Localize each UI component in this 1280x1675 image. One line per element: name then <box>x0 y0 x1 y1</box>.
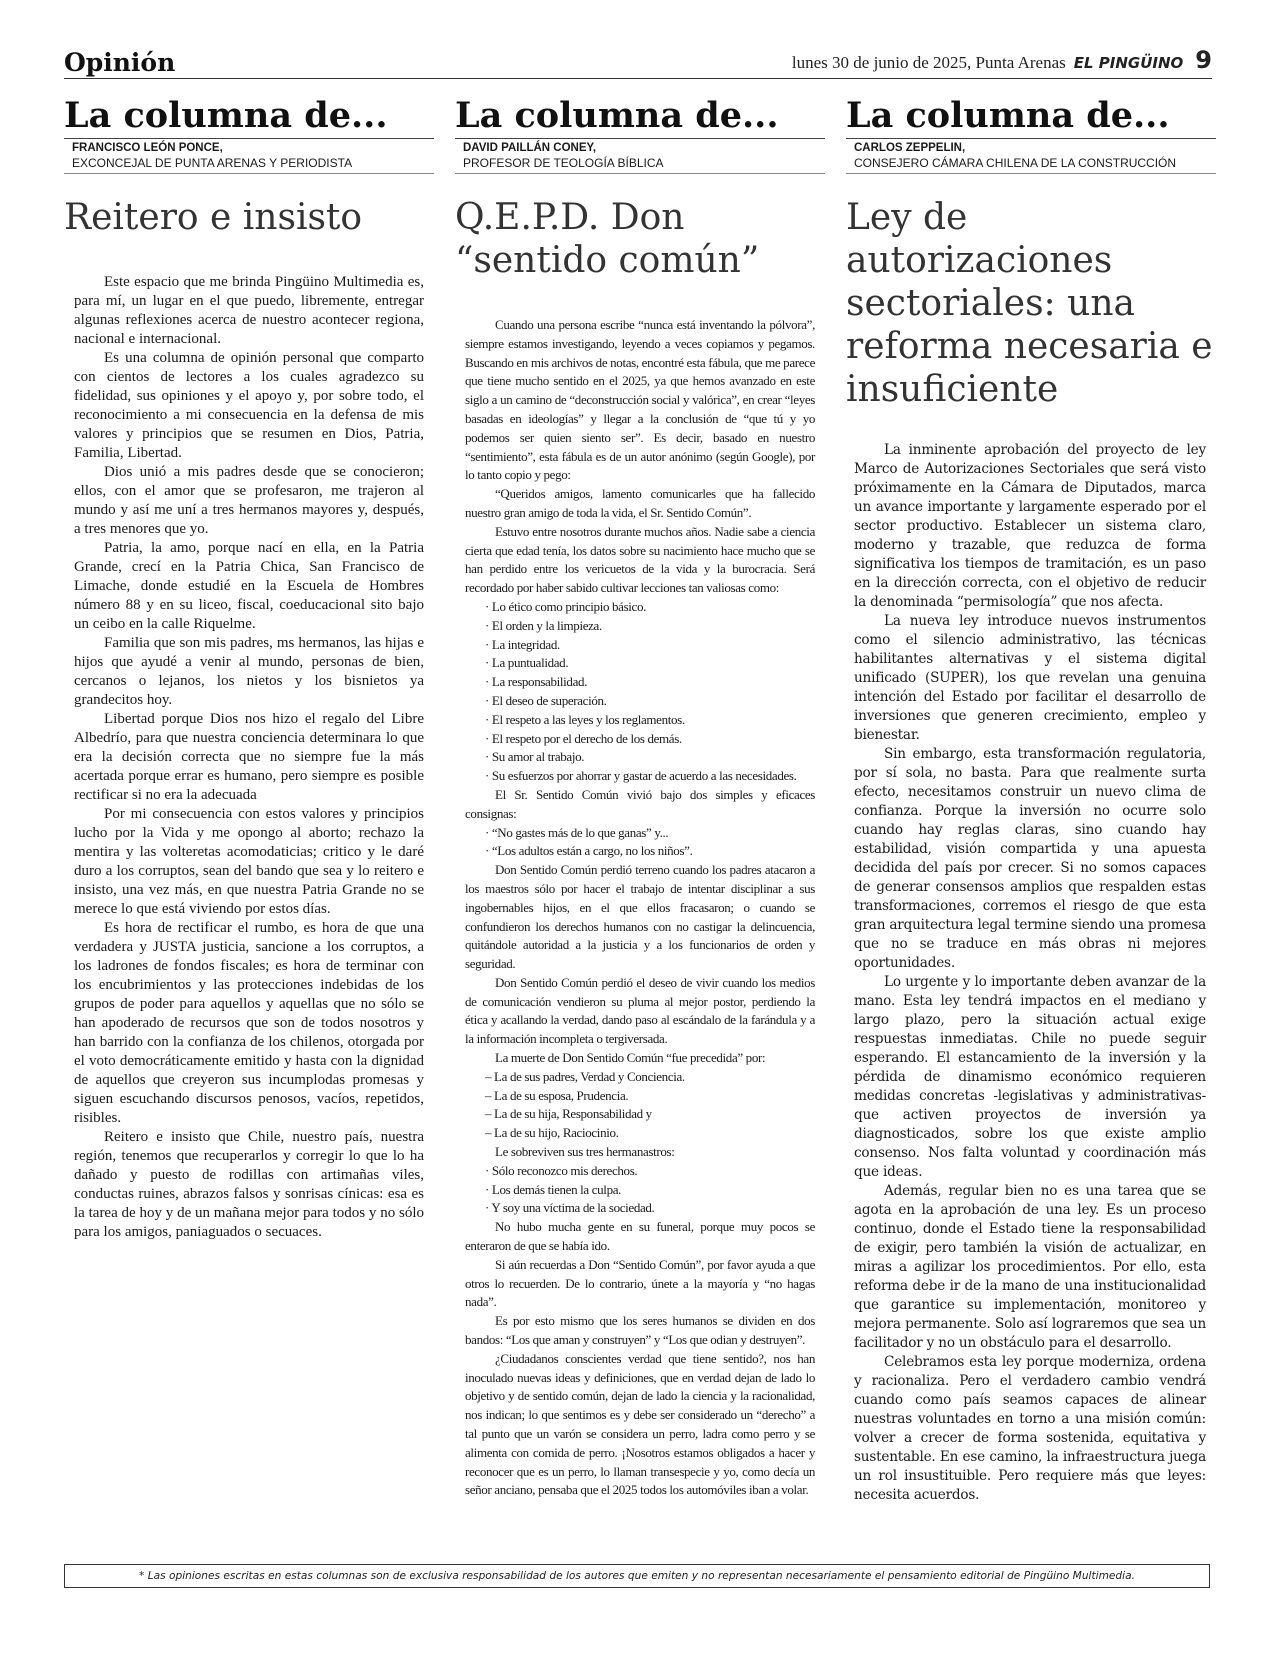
column-kicker: La columna de... <box>455 96 825 139</box>
column-paillan <box>455 96 825 1500</box>
paragraph: Lo urgente y lo importante deben avanzar de la mano. Esta ley tendrá impactos en el mediano y largo plazo, pero la situación actual exige respuestas inmediatas. Chile no puede seguir esperando. El estancamiento de la inversión y la pérdida de dinamismo económico requieren medidas concretas -legislativas y administrativas- que activen proyectos de inversión ya diagnosticados, sobre los que existe amplio consenso. Nos falta voluntad y coordinación más que ideas. <box>854 974 1206 1180</box>
page-header <box>64 44 1212 79</box>
column-kicker: La columna de... <box>64 96 434 139</box>
author-name: DAVID PAILLÁN CONEY, <box>463 142 597 154</box>
column-kicker: La columna de... <box>846 96 1216 139</box>
paragraph: Estuvo entre nosotros durante muchos años. Nadie sabe a ciencia cierta que edad tenía, los datos sobre su nacimiento hace mucho que se han perdido entre los vericuetos de la vida y la burocracia. Será recordado por haber sabido cultivar lecciones tan valiosas como: <box>465 523 815 596</box>
column-leon <box>64 96 434 1242</box>
paragraph: El Sr. Sentido Común vivió bajo dos simples y eficaces consignas: <box>465 786 815 821</box>
paragraph: · El respeto a las leyes y los reglamentos. <box>485 711 685 727</box>
author-name: CARLOS ZEPPELIN, <box>854 142 966 154</box>
paragraph: Patria, la amo, porque nací en ella, en la Patria Grande, crecí en la Patria Chica, San Francisco de Limache, donde estudié en la Escuela de Hombres número 88 y en su liceo, fiscal, coeducacional sito bajo un ceibo en la calle Riquelme. <box>74 540 424 632</box>
paragraph: Don Sentido Común perdió el deseo de vivir cuando los medios de comunicación vendieron su pluma al mejor postor, perdiendo la ética y acallando la verdad, dando paso al escándalo de la farándula y a la información incompleta o tergiversada. <box>465 974 815 1047</box>
paragraph: · Y soy una víctima de la sociedad. <box>485 1200 655 1216</box>
paragraph: · Lo ético como principio básico. <box>485 598 647 614</box>
paragraph: La inminente aprobación del proyecto de ley Marco de Autorizaciones Sectoriales que será visto próximamente en la Cámara de Diputados, marca un avance importante y largamente esperado por el sector productivo. Establecer un sistema claro, moderno y trazable, que reduzca de forma significativa los tiempos de tramitación, es un paso en la dirección correcta, con el objetivo de reducir la denominada “permisología” que nos afecta. <box>854 442 1206 610</box>
author-name: FRANCISCO LEÓN PONCE, <box>72 142 223 154</box>
paragraph: Además, regular bien no es una tarea que se agota en la aprobación de una ley. Es un proceso continuo, donde el Estado tiene la responsabilidad de exigir, pero también la visión de actualizar, en miras a agilizar los procedimientos. Por ello, esta reforma debe ir de la mano de una institucionalidad que garantice su implementación, monitoreo y mejora permanente. Solo así lograremos que sea un facilitador y no un obstáculo para el desarrollo. <box>854 1183 1206 1351</box>
paragraph: La muerte de Don Sentido Común “fue precedida” por: <box>495 1050 766 1066</box>
paragraph: · La puntualidad. <box>485 655 569 671</box>
paragraph: · Su amor al trabajo. <box>485 749 585 765</box>
disclaimer: * Las opiniones escritas en estas columnas son de exclusiva responsabilidad de los autores que emiten y no representan necesariamente el pensamiento editorial de Pingüino Multimedia. <box>64 1564 1210 1588</box>
paragraph: Es hora de rectificar el rumbo, es hora de que una verdadera y JUSTA justicia, sancione a los corruptos, a los ladrones de fondos fiscales; es hora de terminar con los encubrimientos y las protecciones indebidas de los grupos de poder para aquellos y aquellas que no sólo se han apoderado de recursos que son de todos nosotros y han barrido con la confianza de los chilenos, otorgada por el voto democráticamente emitido y hasta con la dignidad de aquellos que creyeron sus incumplodas promesas y siguen escuchando discursos penosos, vacíos, repetidos, risibles. <box>74 920 424 1126</box>
paragraph: Le sobreviven sus tres hermanastros: <box>495 1144 675 1160</box>
paragraph: No hubo mucha gente en su funeral, porque muy pocos se enteraron de que se había ido. <box>465 1219 815 1254</box>
paragraph: Si aún recuerdas a Don “Sentido Común”, por favor ayuda a que otros lo recuerden. De lo contrario, únete a la mayoría y “no hagas nada”. <box>465 1256 815 1310</box>
paragraph: · Los demás tienen la culpa. <box>485 1181 622 1197</box>
header-meta <box>792 46 1212 74</box>
paragraph: · El deseo de superación. <box>485 692 607 708</box>
article-title: Reitero e insisto <box>64 197 363 238</box>
author-role: PROFESOR DE TEOLOGÍA BÍBLICA <box>455 156 825 174</box>
paragraph: – La de su esposa, Prudencia. <box>485 1087 629 1103</box>
paragraph: Libertad porque Dios nos hizo el regalo del Libre Albedrío, para que nuestra conciencia determinara lo que era la decisión correcta que no siempre fue la más acertada porque errar es humano, pero siempre es posible rectificar si no era la adecuada <box>74 711 424 803</box>
paragraph: · Sólo reconozco mis derechos. <box>485 1162 638 1178</box>
page-number: 9 <box>1195 46 1212 74</box>
paragraph: – La de su hijo, Raciocinio. <box>485 1125 619 1141</box>
author-role: CONSEJERO CÁMARA CHILENA DE LA CONSTRUCCIÓN <box>846 156 1216 174</box>
paragraph: Este espacio que me brinda Pingüino Multimedia es, para mí, un lugar en el que puedo, libremente, entregar algunas reflexiones acerca de nuestro acontecer regiona, nacional e internacional. <box>74 274 424 347</box>
paragraph: · “Los adultos están a cargo, no los niños”. <box>485 843 693 859</box>
paragraph: Reitero e insisto que Chile, nuestro país, nuestra región, tenemos que recuperarlos y corregir lo que lo ha dañado y puesto de rodillas con artimañas viles, conductas ruines, abrazos falsos y sonrisas cínicas: esa es la tarea de hoy y de un mañana mejor para todos y no sólo para los amigos, paniaguados o secuaces. <box>74 1129 424 1240</box>
paragraph: Don Sentido Común perdió terreno cuando los padres atacaron a los maestros sólo por hacer el trabajo de intentar disciplinar a sus ingobernables hijos, en el que ellos fracasaron; o cuando se confundieron los derechos humanos con no castigar la delincuencia, quitándole autoridad a la justicia y a los funcionarios de orden y seguridad. <box>465 862 815 972</box>
paragraph: Por mi consecuencia con estos valores y principios lucho por la Vida y me opongo al aborto; rechazo la mentira y las volteretas acomodaticias; critico y le daré duro a los corruptos, sean del bando que sea y lo reitero e insisto, una vez más, en que nuestra Patria Grande no se merece lo que está viviendo por estos días. <box>74 806 424 917</box>
column-zeppelin <box>846 96 1216 1505</box>
paragraph: Celebramos esta ley porque moderniza, ordena y racionaliza. Pero el verdadero cambio vendrá cuando como país seamos capaces de alinear nuestras voluntades en torno a una misión común: volver a crecer de forma sostenida, equitativa y sustentable. En ese camino, la infraestructura juega un rol insustituible. Pero requiere más que leyes: necesita acuerdos. <box>854 1354 1206 1503</box>
paragraph: Es por esto mismo que los seres humanos se dividen en dos bandos: “Los que aman y construyen” y “Los que odian y destruyen”. <box>465 1313 815 1348</box>
paragraph: “Queridos amigos, lamento comunicarles que ha fallecido nuestro gran amigo de toda la vida, el Sr. Sentido Común”. <box>465 486 815 520</box>
paragraph: Cuando una persona escribe “nunca está inventando la pólvora”, siempre estamos investigando, leyendo a veces copiamos y pegamos. Buscando en mis archivos de notas, encontré esta fábula, que me parece que tiene mucho sentido en el 2025, ya que hemos avanzado en este siglo a un camino de “deconstrucción social y valórica”, en crear “leyes basadas en ideologías” y llegar a la conclusión de “que tú y yo podemos ser quien siento ser”. Es decir, basado en nuestro “sentimiento”, esta fábula es de un autor anónimo (según Google), por lo tanto copio y pego: <box>465 317 815 483</box>
paragraph: Sin embargo, esta transformación regulatoria, por sí sola, no basta. Para que realmente surta efecto, necesitamos construir un nuevo clima de confianza. Porque la inversión no ocurre solo cuando hay reglas claras, sino cuando hay estabilidad, visión compartida y una apuesta decidida del país por crecer. Si no somos capaces de generar consensos amplios que respalden estas transformaciones, corremos el riesgo de que esta gran arquitectura legal termine siendo una promesa que no se traduce en más obras ni mejores oportunidades. <box>854 746 1206 971</box>
author-role: EXCONCEJAL DE PUNTA ARENAS Y PERIODISTA <box>64 156 434 174</box>
paragraph: · “No gastes más de lo que ganas” y... <box>485 824 669 840</box>
newspaper-logo: EL PINGÜINO <box>1073 54 1184 72</box>
paragraph: Es una columna de opinión personal que comparto con cientos de lectores a los cuales agradezco su fidelidad, sus opiniones y el apoyo y, por sobre todo, el reconocimiento a mi consecuencia en la defensa de mis valores y principios que se resumen en Dios, Patria, Familia, Libertad. <box>74 350 424 461</box>
paragraph: – La de su hija, Responsabilidad y <box>485 1106 652 1122</box>
paragraph: · El respeto por el derecho de los demás. <box>485 730 682 746</box>
section-title: Opinión <box>64 48 176 77</box>
article-title: Q.E.P.D. Don “sentido común” <box>455 197 760 281</box>
publication-date: lunes 30 de junio de 2025, Punta Arenas <box>791 53 1066 72</box>
paragraph: – La de sus padres, Verdad y Conciencia. <box>485 1068 685 1084</box>
paragraph: ¿Ciudadanos conscientes verdad que tiene sentido?, nos han inoculado nuevas ideas y definiciones, que en verdad dejan de lado lo objetivo y de sentido común, dejan de lado la ciencia y la racionalidad, nos indican; lo que sentimos es y debe ser considerado un “derecho” a tal punto que un varón se considera un perro, ladra como perro y se alimenta con comida de perro. ¡Nosotros estamos obligados a hacer y reconocer que es un perro, lo llaman transespecie y yo, como decía un señor anciano, pensaba que el 2025 todos los automóviles iban a volar. <box>465 1350 815 1498</box>
article-body <box>846 441 1216 1505</box>
paragraph: Familia que son mis padres, ms hermanos, las hijas e hijos que ayudé a venir al mundo, personas de bien, cercanos o lejanos, los nietos y los bisnietos ya grandecitos hoy. <box>74 635 424 708</box>
article-body <box>64 273 434 1242</box>
paragraph: · La responsabilidad. <box>485 674 588 690</box>
paragraph: Dios unió a mis padres desde que se conocieron; ellos, con el amor que se profesaron, me trajeron al mundo y así me uní a tres hermanos mayores y, después, a tres menores que yo. <box>74 464 424 537</box>
paragraph: · El orden y la limpieza. <box>485 617 602 633</box>
paragraph: · Su esfuerzos por ahorrar y gastar de acuerdo a las necesidades. <box>485 768 797 784</box>
article-title: Ley de autorizaciones sectoriales: una reforma necesaria e insuficiente <box>846 197 1213 410</box>
paragraph: La nueva ley introduce nuevos instrumentos como el silencio administrativo, las técnicas habilitantes alternativas y el sistema digital unificado (SUPER), los que revelan una genuina intención del Estado por facilitar el desarrollo de inversiones que generen crecimiento, empleo y bienestar. <box>854 613 1206 743</box>
paragraph: · La integridad. <box>485 636 560 652</box>
article-body <box>455 316 825 1500</box>
